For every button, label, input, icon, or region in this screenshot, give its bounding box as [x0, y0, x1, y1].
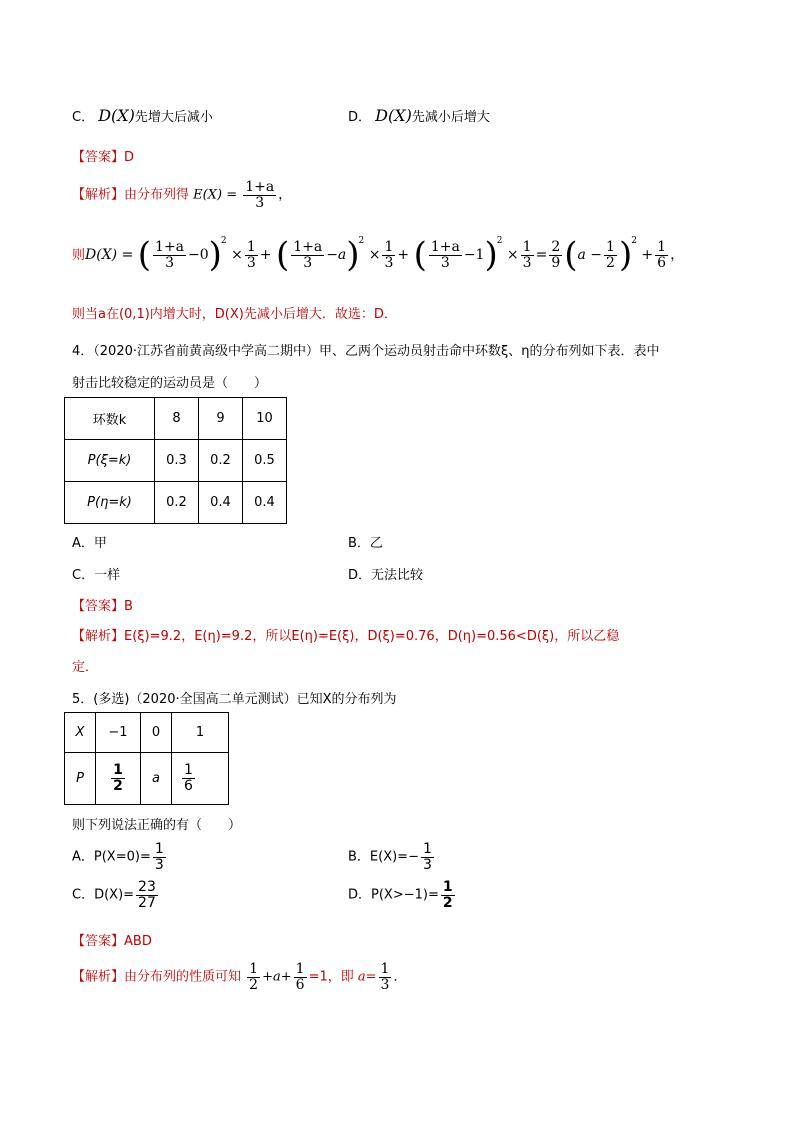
q4-option-a: A．甲 [72, 536, 107, 551]
q3-option-d: D． D(X)先减小后增大 [348, 106, 490, 125]
q5-answer: 【答案】ABD [72, 934, 152, 949]
q5-stem: 5．(多选)（2020·全国高二单元测试）已知X的分布列为 [72, 692, 397, 707]
q4-analysis: 【解析】E(ξ)=9.2，E(η)=9.2，所以E(η)=E(ξ)，D(ξ)=0.76，D(η)=0.56<D(ξ)，所以乙稳 [72, 629, 620, 644]
q4-analysis-cont: 定． [72, 660, 99, 675]
q5-analysis: 【解析】由分布列的性质可知 $\frac{1}{2}$ +a+ $\frac{1}{6}$ =1，即 a= $\frac{1}{3}$ ． [72, 961, 407, 993]
q4-stem-line2: 射击比较稳定的运动员是（ ） [72, 376, 268, 391]
q4-answer: 【答案】B [72, 599, 133, 614]
q3-conclusion: 则当a在(0,1)内增大时，D(X)先减小后增大．故选：D． [72, 307, 397, 322]
table-row [65, 398, 287, 440]
q5-option-d: D．P(X>−1)= $\frac{1}{2}$ [348, 879, 453, 911]
q5-option-b: B．E(X)=− $\frac{1}{3}$ [348, 841, 432, 873]
table-row [65, 713, 229, 753]
table-cell: $\frac{1}{2}$ [96, 753, 141, 805]
q4-option-b: B．乙 [348, 536, 383, 551]
table-cell: a [141, 753, 172, 805]
q4-option-d: D．无法比较 [348, 568, 424, 583]
q5-option-c: C．D(X)= $\frac{23}{27}$ [72, 879, 156, 911]
table-cell: 0.3 [155, 440, 199, 482]
table-cell: 10 [243, 398, 287, 440]
table-cell: 环数k [65, 398, 155, 440]
table-row [65, 482, 287, 524]
q3-variance-formula: 则D(X) = ( $\frac{1+a}{3}$ −0)$^2$ × $\frac{1}{3}$ + ( $\frac{1+a}{3}$ −a)$^2$ × $\frac{1}{3}$ + ( $\frac{1+a}{3}$ −1)$^2$ × $\frac{1}{3}$ = $\frac{2}{9}$ (a − $\frac{1}{2}$ )$^2$ + $\frac{1}{6}$ ， [72, 235, 685, 275]
q3-analysis-expectation: 【解析】由分布列得 E(X) = $\frac{1+a}{3}$ ， [72, 179, 292, 211]
q4-option-c: C．一样 [72, 568, 121, 583]
table-cell: 1 [172, 713, 229, 753]
q5-distribution-table [64, 712, 229, 805]
q3-answer: 【答案】D [72, 150, 135, 165]
table-cell: 0.5 [243, 440, 287, 482]
table-row [65, 753, 229, 805]
table-cell: −1 [96, 713, 141, 753]
q3-option-c: C． D(X)先增大后减小 [72, 106, 213, 125]
table-cell: P [65, 753, 96, 805]
q4-stem-line1: 4．（2020·江苏省前黄高级中学高二期中）甲、乙两个运动员射击命中环数ξ、η的分布列如下表．表中 [72, 344, 660, 359]
table-cell: P(ξ=k) [65, 440, 155, 482]
table-cell: 0.2 [199, 440, 243, 482]
table-cell: 9 [199, 398, 243, 440]
table-cell: 0 [141, 713, 172, 753]
table-cell: 0.4 [199, 482, 243, 524]
table-cell: $\frac{1}{6}$ [172, 753, 229, 805]
table-cell: 8 [155, 398, 199, 440]
q5-question: 则下列说法正确的有（ ） [72, 818, 242, 833]
table-row [65, 440, 287, 482]
q4-distribution-table [64, 397, 287, 524]
table-cell: 0.4 [243, 482, 287, 524]
table-cell: P(η=k) [65, 482, 155, 524]
table-cell: X [65, 713, 96, 753]
q5-option-a: A．P(X=0)= $\frac{1}{3}$ [72, 841, 164, 873]
table-cell: 0.2 [155, 482, 199, 524]
